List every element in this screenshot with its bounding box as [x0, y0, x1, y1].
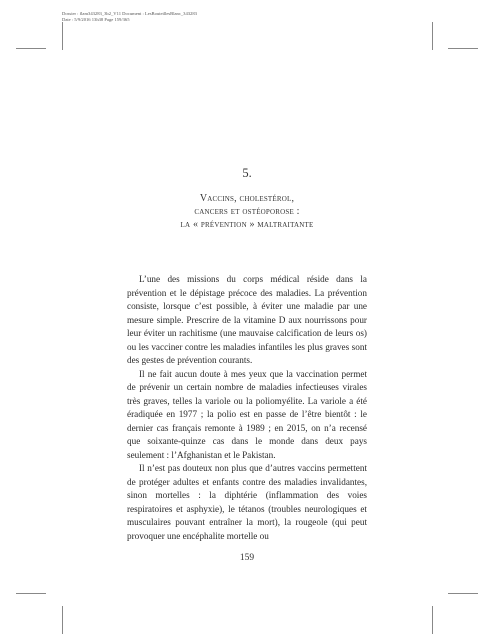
- crop-mark-bottom-left-v: [62, 606, 63, 634]
- crop-mark-bottom-right-h: [448, 593, 478, 594]
- chapter-title-line-1: Vaccins, cholestérol,: [199, 193, 295, 204]
- header-line-2: Date : 5/9/2016 13h38 Page 159/365: [62, 17, 130, 22]
- crop-mark-top-left-h: [16, 48, 46, 49]
- chapter-number: 5.: [242, 166, 252, 180]
- paragraph-3: Il n’est pas douteux non plus que d’autres vaccins permettent de protéger adultes et enfants contre des maladies invalidantes, sinon mortelles : la diphtérie (inflammation des voies respiratoires et asphyxie), le tétanos (troubles neurologiques et musculaires pouvant entraîner la mort), la rougeole (qui peut provoquer une encéphalite mortelle ou: [127, 463, 367, 541]
- crop-mark-top-right-h: [448, 48, 478, 49]
- print-header-metadata: [62, 11, 197, 23]
- paragraph-2: Il ne fait aucun doute à mes yeux que la vaccination permet de prévenir un certain nombre de maladies infectieuses virales très graves, telles la variole ou la poliomyélite. La variole a été éradiquée en 1977 ; la polio est en passe de l’être bientôt : le dernier cas français remonte à 1989 ; en 2015, on n’a recensé que soixante-quinze cas dans le monde dans deux pays seulement : l’Afghanistan et le Pakistan.: [127, 368, 367, 460]
- crop-mark-bottom-left-h: [16, 593, 46, 594]
- header-line-1: Dossier : flam343283_3b2_V11 Document : LesBouteillesBlanc_343283: [62, 11, 197, 16]
- chapter-title-line-3: la « prévention » maltraitante: [180, 219, 314, 230]
- crop-mark-bottom-right-v: [432, 606, 433, 634]
- chapter-title-line-2: cancers et ostéoporose :: [194, 206, 300, 217]
- crop-mark-top-right-v: [432, 22, 433, 50]
- paragraph-1: L’une des missions du corps médical réside dans la prévention et le dépistage précoce des maladies. La prévention consiste, lorsque c’est possible, à éviter une maladie par une mesure simple. Prescrire de la vitamine D aux nourrissons pour leur éviter un rachitisme (une mauvaise calcification de leurs os) ou les vacciner contre les maladies infantiles les plus graves sont des gestes de prévention courants.: [127, 274, 367, 365]
- chapter-title: [0, 192, 494, 231]
- page-number: 159: [239, 553, 255, 563]
- body-text: [127, 273, 367, 543]
- crop-mark-top-left-v: [62, 22, 63, 50]
